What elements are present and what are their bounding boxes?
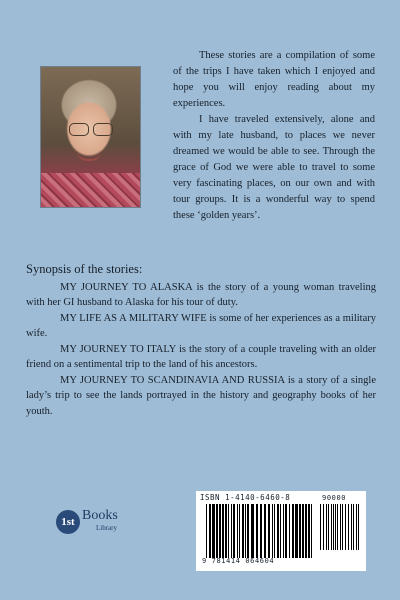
- barcode-bar: [333, 504, 334, 550]
- barcode-bar: [277, 504, 279, 558]
- barcode-bar: [245, 504, 246, 558]
- barcode-bar: [242, 504, 244, 558]
- barcode-bar: [348, 504, 349, 550]
- barcode-bar: [231, 504, 232, 558]
- barcode-bar: [295, 504, 298, 558]
- barcode-bar: [222, 504, 224, 558]
- barcode-bar: [335, 504, 336, 550]
- barcode-bar: [302, 504, 304, 558]
- synopsis-section: [26, 262, 376, 419]
- synopsis-item-military-wife: MY LIFE AS A MILITARY WIFE is some of her experiences as a military wife.: [26, 312, 376, 339]
- barcode-bar: [308, 504, 310, 558]
- barcode-bar: [216, 504, 218, 558]
- barcode-bars: [206, 504, 314, 558]
- barcode-bar: [358, 504, 359, 550]
- ean-text: 9 781414 064604: [202, 557, 275, 565]
- barcode-bar: [247, 504, 249, 558]
- barcode-bar: [239, 504, 240, 558]
- barcode-bar: [209, 504, 211, 558]
- supplement-number: 90000: [322, 494, 347, 502]
- barcode-bar: [340, 504, 341, 550]
- barcode-bar: [206, 504, 207, 558]
- barcode-bar: [356, 504, 357, 550]
- publisher-name: Books: [82, 508, 118, 523]
- barcode-bar: [328, 504, 329, 550]
- barcode-bar: [237, 504, 238, 558]
- barcode-bar: [225, 504, 227, 558]
- barcode-bar: [283, 504, 284, 558]
- intro-paragraph-2: I have traveled extensively, alone and with my late husband, to places we never dreamed we would be able to see. Through the grace of God we were able to travel to some very fascinating places, on our own and with tour groups. It is a wonderful way to spend these ‘golden years’.: [173, 114, 375, 221]
- synopsis-item-italy: MY JOURNEY TO ITALY is the story of a couple traveling with an older friend on a sentimental trip to the land of his ancestors.: [26, 343, 376, 370]
- barcode-bar: [331, 504, 332, 550]
- barcode-bar: [351, 504, 352, 550]
- isbn-text: ISBN 1-4140-6460-8: [200, 493, 291, 502]
- intro-text: [173, 48, 375, 224]
- intro-paragraph-1: These stories are a compilation of some of the trips I have taken which I enjoyed and hope you will enjoy reading about my experiences.: [173, 50, 375, 109]
- barcode-bar: [299, 504, 301, 558]
- barcode-bar: [311, 504, 312, 558]
- barcode-bar: [274, 504, 275, 558]
- barcode-bar: [323, 504, 324, 550]
- barcode-bar: [320, 504, 321, 550]
- barcode-bar: [228, 504, 229, 558]
- shirt-pattern: [41, 173, 140, 207]
- barcode-bar: [272, 504, 273, 558]
- synopsis-item-alaska: MY JOURNEY TO ALASKA is the story of a young woman traveling with her GI husband to Alaska for his tour of duty.: [26, 281, 376, 308]
- barcode-bar: [337, 504, 338, 550]
- barcode-bar: [326, 504, 327, 550]
- barcode-bar: [233, 504, 235, 558]
- publisher-logo: [56, 510, 118, 534]
- barcode-bar: [256, 504, 258, 558]
- barcode-bar: [268, 504, 270, 558]
- barcode-bar: [280, 504, 281, 558]
- synopsis-item-scandinavia: MY JOURNEY TO SCANDINAVIA AND RUSSIA is a story of a single lady’s trip to see the lands portrayed in the history and geography books of her youth.: [26, 374, 376, 417]
- barcode-bar: [305, 504, 307, 558]
- publisher-sub: Library: [96, 524, 117, 532]
- barcode-bar: [264, 504, 266, 558]
- author-photo: [40, 66, 141, 208]
- barcode-bar: [219, 504, 221, 558]
- barcode-bar: [212, 504, 215, 558]
- barcode-bar: [345, 504, 346, 550]
- glasses-icon: [69, 123, 113, 135]
- barcode-supplement-bars: [320, 504, 360, 550]
- barcode-bar: [251, 504, 254, 558]
- barcode-bar: [260, 504, 262, 558]
- barcode-bar: [285, 504, 287, 558]
- barcode-bar: [289, 504, 290, 558]
- publisher-badge: 1st: [56, 510, 80, 534]
- synopsis-heading: Synopsis of the stories:: [26, 262, 143, 276]
- smile-icon: [77, 151, 101, 161]
- barcode-bar: [342, 504, 343, 550]
- barcode-bar: [292, 504, 294, 558]
- barcode: [196, 491, 366, 571]
- barcode-bar: [353, 504, 354, 550]
